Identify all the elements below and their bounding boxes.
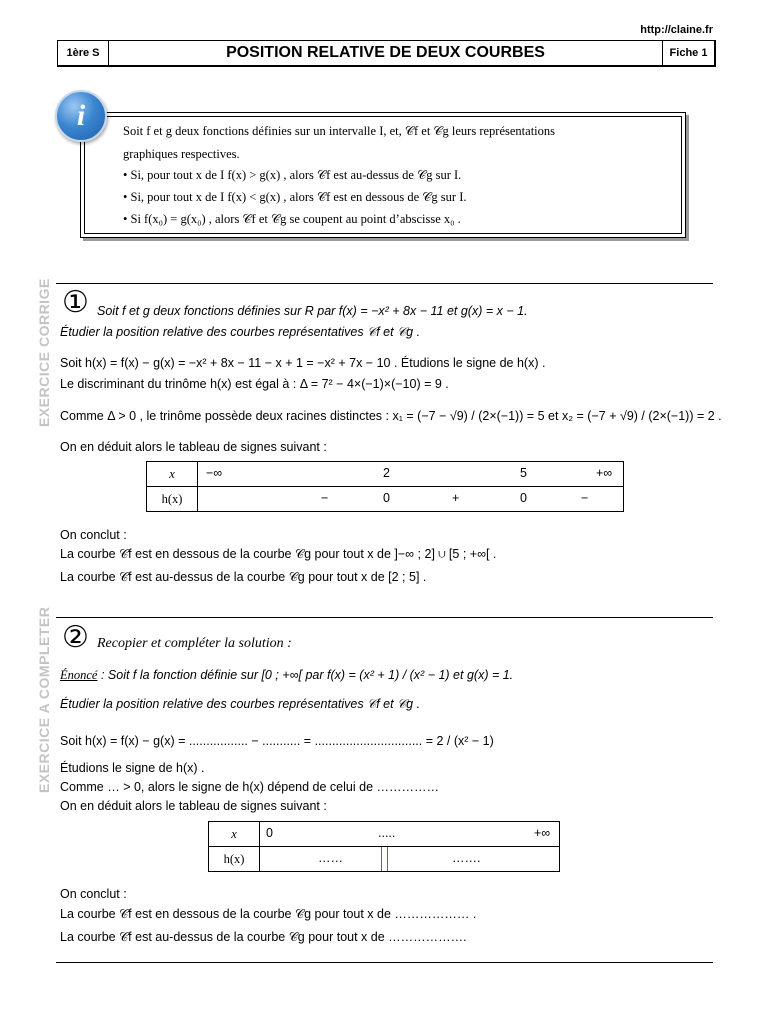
info-box-inner bbox=[84, 116, 682, 234]
fiche-label: Fiche 1 bbox=[669, 47, 708, 59]
site-url: http://claine.fr bbox=[640, 24, 713, 36]
ex2-line-1: Soit h(x) = f(x) − g(x) = ................. − ........... = ............................... = 2 / (x² − 1) bbox=[60, 734, 494, 748]
divider-bottom bbox=[56, 962, 713, 963]
divider-top-ex2 bbox=[56, 617, 713, 618]
ex1-conclusion-1: La courbe 𝒞f est en dessous de la courbe 𝒞g pour tout x de ]−∞ ; 2] ∪ [5 ; +∞[ . bbox=[60, 547, 497, 561]
info-line-3: • Si, pour tout x de I f(x) > g(x) , alors 𝒞f est au-dessus de 𝒞g sur I. bbox=[123, 168, 462, 182]
ex2-side-label: EXERCICE A COMPLETER bbox=[36, 606, 52, 793]
ex1-conclusion-2: La courbe 𝒞f est au-dessus de la courbe 𝒞g pour tout x de [2 ; 5] . bbox=[60, 570, 427, 584]
ex2-conclusion-1: La courbe 𝒞f est en dessous de la courbe 𝒞g pour tout x de ……………… . bbox=[60, 907, 477, 921]
ex2-table-row-h bbox=[209, 847, 560, 872]
ex1-line-4: On en déduit alors le tableau de signes suivant : bbox=[60, 440, 327, 454]
ex1-sign-4: 0 bbox=[520, 491, 527, 505]
divider-top-ex1 bbox=[56, 283, 713, 284]
ex1-table-x-values bbox=[198, 462, 624, 487]
forbidden-value-bar-left bbox=[381, 847, 382, 871]
ex2-conclusion-2: La courbe 𝒞f est au-dessus de la courbe 𝒞g pour tout x de ………………. bbox=[60, 930, 467, 944]
ex1-number: ① bbox=[62, 286, 89, 319]
ex2-table-x-values bbox=[260, 822, 560, 847]
ex2-table-h-values bbox=[260, 847, 560, 872]
ex2-x-mid: ..... bbox=[378, 826, 396, 840]
ex1-sign-5: − bbox=[581, 491, 589, 505]
info-line-4: • Si, pour tout x de I f(x) < g(x) , alors 𝒞f est en dessous de 𝒞g sur I. bbox=[123, 190, 467, 204]
ex1-statement: Soit f et g deux fonctions définies sur R par f(x) = −x² + 8x − 11 et g(x) = x − 1. bbox=[97, 304, 528, 318]
ex1-conclusion-label: On conclut : bbox=[60, 528, 127, 542]
ex2-table-x-label: x bbox=[209, 822, 260, 847]
info-box bbox=[80, 112, 686, 238]
ex1-x-pos-inf: +∞ bbox=[596, 466, 613, 480]
ex2-x-start: 0 bbox=[266, 826, 273, 840]
ex1-sign-table bbox=[146, 461, 624, 512]
ex2-sign-table bbox=[208, 821, 560, 872]
ex1-table-row-x bbox=[147, 462, 624, 487]
info-line-1: Soit f et g deux fonctions définies sur un intervalle I, et, 𝒞f et 𝒞g leurs représentations bbox=[123, 124, 556, 138]
class-label: 1ère S bbox=[58, 41, 109, 65]
ex2-conclusion-label: On conclut : bbox=[60, 887, 127, 901]
ex1-sign-2: 0 bbox=[383, 491, 390, 505]
ex2-line-3: Comme … > 0, alors le signe de h(x) dépend de celui de …………… bbox=[60, 780, 439, 794]
info-line-5: • Si f(x₀) = g(x₀) , alors 𝒞f et 𝒞g se coupent au point d’abscisse x₀ . bbox=[123, 212, 461, 226]
ex1-table-h-values bbox=[198, 487, 624, 512]
ex1-line-1: Soit h(x) = f(x) − g(x) = −x² + 8x − 11 − x + 1 = −x² + 7x − 10 . Étudions le signe de h(x) . bbox=[60, 356, 546, 370]
ex1-sign-3: + bbox=[452, 491, 460, 505]
ex2-task: Étudier la position relative des courbes représentatives 𝒞f et 𝒞g . bbox=[60, 697, 421, 711]
ex1-x-5: 5 bbox=[520, 466, 527, 480]
forbidden-value-bar-right bbox=[387, 847, 388, 871]
ex2-sign-2: ……. bbox=[452, 851, 481, 865]
ex2-table-h-label: h(x) bbox=[209, 847, 260, 872]
ex2-statement: : Soit f la fonction définie sur [0 ; +∞[ par f(x) = (x² + 1) / (x² − 1) et g(x) = 1. bbox=[97, 668, 514, 682]
info-line-2: graphiques respectives. bbox=[123, 147, 240, 161]
ex1-line-2: Le discriminant du trinôme h(x) est égal à : Δ = 7² − 4×(−1)×(−10) = 9 . bbox=[60, 377, 449, 391]
ex2-table-row-x bbox=[209, 822, 560, 847]
ex2-number: ② bbox=[62, 621, 89, 654]
page-title: POSITION RELATIVE DE DEUX COURBES bbox=[109, 41, 663, 65]
ex1-x-2: 2 bbox=[383, 466, 390, 480]
info-icon: i bbox=[55, 90, 107, 142]
ex1-table-h-label: h(x) bbox=[147, 487, 198, 512]
ex1-line-3: Comme Δ > 0 , le trinôme possède deux racines distinctes : x₁ = (−7 − √9) / (2×(−1)) = 5 et x₂ = (−7 + √9) / (2×(−1)) = 2 . bbox=[60, 409, 722, 423]
ex2-sign-1: …… bbox=[318, 851, 343, 865]
ex1-side-label: EXERCICE CORRIGE bbox=[36, 278, 52, 427]
ex2-x-end: +∞ bbox=[534, 826, 551, 840]
ex1-sign-1: − bbox=[321, 491, 329, 505]
ex2-heading: Recopier et compléter la solution : bbox=[97, 636, 292, 651]
ex1-table-row-h bbox=[147, 487, 624, 512]
ex1-x-neg-inf: −∞ bbox=[206, 466, 223, 480]
ex2-line-2: Étudions le signe de h(x) . bbox=[60, 761, 205, 775]
ex2-statement-row bbox=[60, 668, 513, 683]
ex2-enonce-label: Énoncé bbox=[60, 668, 98, 682]
header-bar bbox=[57, 40, 716, 67]
ex1-table-x-label: x bbox=[147, 462, 198, 487]
ex1-task: Étudier la position relative des courbes représentatives 𝒞f et 𝒞g . bbox=[60, 325, 421, 339]
ex2-line-4: On en déduit alors le tableau de signes suivant : bbox=[60, 799, 327, 813]
